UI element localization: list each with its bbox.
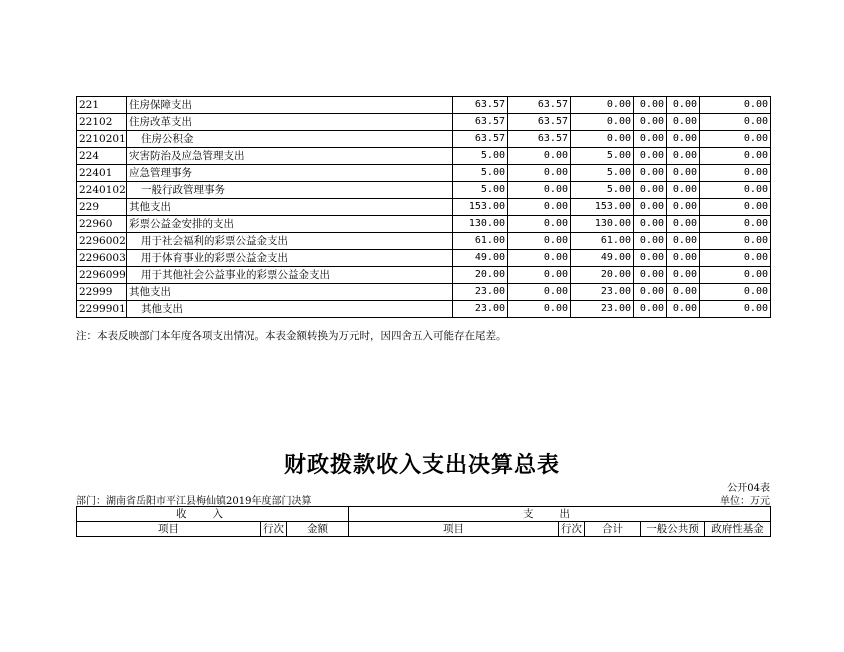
value-cell: 0.00 bbox=[700, 267, 771, 284]
summary-header-row-top bbox=[77, 507, 771, 522]
value-cell: 0.00 bbox=[700, 131, 771, 148]
value-cell: 0.00 bbox=[667, 182, 700, 199]
value-cell: 63.57 bbox=[453, 97, 508, 114]
value-cell: 63.57 bbox=[508, 131, 571, 148]
value-cell: 0.00 bbox=[700, 301, 771, 318]
subject-name-cell: 用于体育事业的彩票公益金支出 bbox=[127, 250, 453, 267]
value-cell: 0.00 bbox=[634, 301, 667, 318]
table-row bbox=[77, 216, 771, 233]
value-cell: 0.00 bbox=[700, 148, 771, 165]
expense-detail-rows bbox=[77, 97, 771, 318]
value-cell: 0.00 bbox=[508, 284, 571, 301]
value-cell: 5.00 bbox=[453, 148, 508, 165]
table-row bbox=[77, 182, 771, 199]
subject-name-cell: 灾害防治及应急管理支出 bbox=[127, 148, 453, 165]
value-cell: 0.00 bbox=[667, 250, 700, 267]
table-note: 注：本表反映部门本年度各项支出情况。本表金额转换为万元时，因四舍五入可能存在尾差。 bbox=[76, 330, 507, 342]
subject-name-cell: 应急管理事务 bbox=[127, 165, 453, 182]
value-cell: 0.00 bbox=[508, 233, 571, 250]
subject-code-cell: 22999 bbox=[77, 284, 127, 301]
col-expense-line: 行次 bbox=[559, 522, 585, 537]
value-cell: 0.00 bbox=[634, 148, 667, 165]
value-cell: 0.00 bbox=[700, 250, 771, 267]
value-cell: 23.00 bbox=[453, 284, 508, 301]
value-cell: 0.00 bbox=[700, 199, 771, 216]
value-cell: 5.00 bbox=[571, 182, 634, 199]
value-cell: 49.00 bbox=[453, 250, 508, 267]
unit-label: 单位：万元 bbox=[720, 496, 770, 507]
value-cell: 0.00 bbox=[700, 97, 771, 114]
value-cell: 0.00 bbox=[634, 233, 667, 250]
value-cell: 153.00 bbox=[453, 199, 508, 216]
value-cell: 23.00 bbox=[453, 301, 508, 318]
subject-code-cell: 22960 bbox=[77, 216, 127, 233]
value-cell: 130.00 bbox=[453, 216, 508, 233]
value-cell: 0.00 bbox=[634, 284, 667, 301]
subject-name-cell: 住房公积金 bbox=[127, 131, 453, 148]
value-cell: 0.00 bbox=[667, 165, 700, 182]
value-cell: 0.00 bbox=[634, 267, 667, 284]
value-cell: 0.00 bbox=[634, 114, 667, 131]
table-row bbox=[77, 284, 771, 301]
subject-code-cell: 2299901 bbox=[77, 301, 127, 318]
value-cell: 0.00 bbox=[571, 131, 634, 148]
value-cell: 49.00 bbox=[571, 250, 634, 267]
value-cell: 5.00 bbox=[571, 165, 634, 182]
value-cell: 0.00 bbox=[508, 301, 571, 318]
value-cell: 0.00 bbox=[508, 148, 571, 165]
value-cell: 0.00 bbox=[667, 284, 700, 301]
value-cell: 0.00 bbox=[667, 216, 700, 233]
subject-code-cell: 229 bbox=[77, 199, 127, 216]
value-cell: 0.00 bbox=[508, 250, 571, 267]
table-row bbox=[77, 148, 771, 165]
value-cell: 0.00 bbox=[667, 97, 700, 114]
page-title: 财政拨款收入支出决算总表 bbox=[283, 452, 560, 478]
value-cell: 0.00 bbox=[667, 199, 700, 216]
value-cell: 153.00 bbox=[571, 199, 634, 216]
value-cell: 0.00 bbox=[634, 216, 667, 233]
value-cell: 0.00 bbox=[700, 182, 771, 199]
subject-code-cell: 2296002 bbox=[77, 233, 127, 250]
value-cell: 0.00 bbox=[667, 301, 700, 318]
expense-detail-table bbox=[76, 96, 771, 318]
value-cell: 0.00 bbox=[634, 199, 667, 216]
value-cell: 0.00 bbox=[700, 284, 771, 301]
col-income-line: 行次 bbox=[261, 522, 287, 537]
table-row bbox=[77, 114, 771, 131]
department-label: 部门：湖南省岳阳市平江县梅仙镇2019年度部门决算 bbox=[76, 496, 312, 507]
income-header: 收入 bbox=[77, 507, 349, 522]
value-cell: 0.00 bbox=[634, 97, 667, 114]
subject-name-cell: 其他支出 bbox=[127, 301, 453, 318]
fiscal-summary-table bbox=[76, 506, 771, 537]
table-row bbox=[77, 233, 771, 250]
value-cell: 5.00 bbox=[571, 148, 634, 165]
value-cell: 0.00 bbox=[571, 114, 634, 131]
table-row bbox=[77, 199, 771, 216]
subject-code-cell: 221 bbox=[77, 97, 127, 114]
value-cell: 63.57 bbox=[453, 114, 508, 131]
subject-code-cell: 224 bbox=[77, 148, 127, 165]
table-row bbox=[77, 165, 771, 182]
value-cell: 61.00 bbox=[453, 233, 508, 250]
value-cell: 63.57 bbox=[453, 131, 508, 148]
value-cell: 0.00 bbox=[700, 114, 771, 131]
value-cell: 130.00 bbox=[571, 216, 634, 233]
value-cell: 0.00 bbox=[508, 267, 571, 284]
subject-code-cell: 2240102 bbox=[77, 182, 127, 199]
subject-name-cell: 彩票公益金安排的支出 bbox=[127, 216, 453, 233]
value-cell: 0.00 bbox=[634, 250, 667, 267]
subject-code-cell: 22401 bbox=[77, 165, 127, 182]
table-row bbox=[77, 97, 771, 114]
value-cell: 0.00 bbox=[508, 165, 571, 182]
subject-name-cell: 用于社会福利的彩票公益金支出 bbox=[127, 233, 453, 250]
table-row bbox=[77, 267, 771, 284]
value-cell: 20.00 bbox=[571, 267, 634, 284]
value-cell: 0.00 bbox=[508, 216, 571, 233]
subject-name-cell: 其他支出 bbox=[127, 199, 453, 216]
value-cell: 23.00 bbox=[571, 284, 634, 301]
subject-code-cell: 2210201 bbox=[77, 131, 127, 148]
value-cell: 20.00 bbox=[453, 267, 508, 284]
subject-name-cell: 住房改革支出 bbox=[127, 114, 453, 131]
value-cell: 0.00 bbox=[571, 97, 634, 114]
value-cell: 63.57 bbox=[508, 97, 571, 114]
value-cell: 0.00 bbox=[700, 233, 771, 250]
col-general-budget: 一般公共预 bbox=[641, 522, 705, 537]
subject-code-cell: 2296099 bbox=[77, 267, 127, 284]
expense-header: 支出 bbox=[349, 507, 771, 522]
subject-name-cell: 一般行政管理事务 bbox=[127, 182, 453, 199]
value-cell: 0.00 bbox=[667, 267, 700, 284]
value-cell: 0.00 bbox=[634, 182, 667, 199]
table-row bbox=[77, 131, 771, 148]
value-cell: 63.57 bbox=[508, 114, 571, 131]
value-cell: 0.00 bbox=[700, 216, 771, 233]
value-cell: 0.00 bbox=[700, 165, 771, 182]
value-cell: 61.00 bbox=[571, 233, 634, 250]
table-row bbox=[77, 250, 771, 267]
subject-code-cell: 2296003 bbox=[77, 250, 127, 267]
col-expense-item: 项目 bbox=[349, 522, 559, 537]
col-income-item: 项目 bbox=[77, 522, 261, 537]
value-cell: 0.00 bbox=[508, 199, 571, 216]
col-income-amount: 金额 bbox=[287, 522, 349, 537]
value-cell: 0.00 bbox=[634, 165, 667, 182]
table-row bbox=[77, 301, 771, 318]
subject-code-cell: 22102 bbox=[77, 114, 127, 131]
form-number: 公开04表 bbox=[727, 483, 770, 494]
value-cell: 0.00 bbox=[667, 148, 700, 165]
value-cell: 5.00 bbox=[453, 165, 508, 182]
value-cell: 0.00 bbox=[667, 114, 700, 131]
value-cell: 0.00 bbox=[667, 131, 700, 148]
value-cell: 5.00 bbox=[453, 182, 508, 199]
value-cell: 0.00 bbox=[634, 131, 667, 148]
subject-name-cell: 住房保障支出 bbox=[127, 97, 453, 114]
value-cell: 0.00 bbox=[667, 233, 700, 250]
col-expense-total: 合计 bbox=[585, 522, 641, 537]
value-cell: 0.00 bbox=[508, 182, 571, 199]
value-cell: 23.00 bbox=[571, 301, 634, 318]
summary-header-row bbox=[77, 522, 771, 537]
subject-name-cell: 其他支出 bbox=[127, 284, 453, 301]
subject-name-cell: 用于其他社会公益事业的彩票公益金支出 bbox=[127, 267, 453, 284]
col-government-fund: 政府性基金 bbox=[705, 522, 771, 537]
